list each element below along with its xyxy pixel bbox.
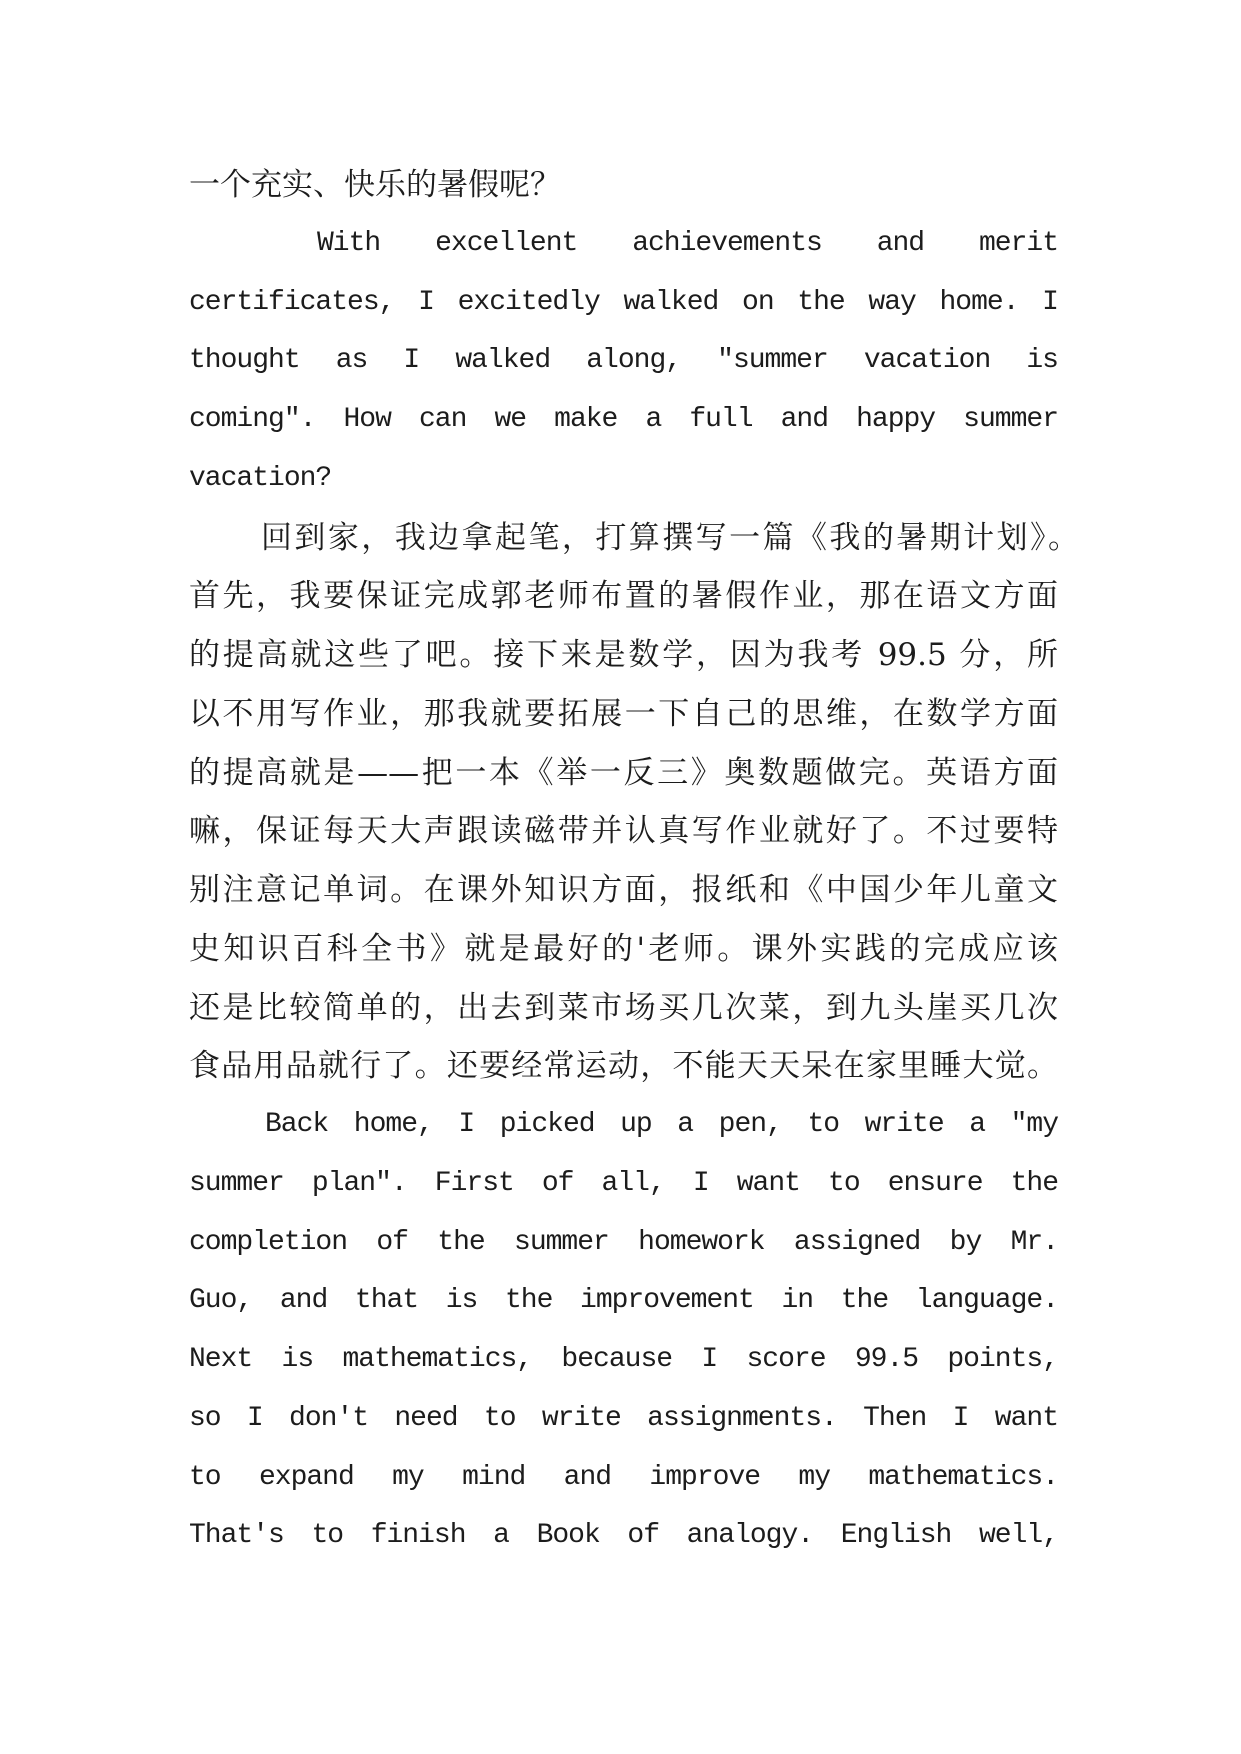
text-line: so I don't need to write assignments. Then I want — [189, 1402, 1058, 1434]
text-line: Guo, and that is the improvement in the language. — [189, 1285, 1058, 1317]
paragraph — [189, 215, 1058, 509]
text-line: 别注意记单词。在课外知识方面，报纸和《中国少年儿童文 — [189, 872, 1058, 908]
text-line: 的提高就这些了吧。接下来是数学，因为我考 99.5 分，所 — [189, 637, 1058, 673]
paragraph — [189, 1096, 1058, 1566]
text-line: 的提高就是——把一本《举一反三》奥数题做完。英语方面 — [189, 754, 1058, 791]
text-line: 首先，我要保证完成郭老师布置的暑假作业，那在语文方面 — [189, 578, 1058, 615]
paragraph — [189, 509, 1079, 1097]
text-line: certificates, I excitedly walked on the way home. I — [189, 286, 1058, 318]
text-line: 一个充实、快乐的暑假呢？ — [189, 167, 561, 203]
body-text — [189, 156, 1079, 1566]
text-line: summer plan". First of all, I want to ensure the — [189, 1167, 1058, 1199]
text-line: 嘛，保证每天大声跟读磁带并认真写作业就好了。不过要特 — [189, 813, 1058, 850]
paragraph — [189, 156, 1058, 215]
text-line: to expand my mind and improve my mathematics. — [189, 1461, 1058, 1493]
text-line: 食品用品就行了。还要经常运动，不能天天呆在家里睡大觉。 — [189, 1048, 1058, 1085]
text-line: Back home, I picked up a pen, to write a "my — [265, 1109, 1058, 1140]
text-line: With excellent achievements and merit — [317, 227, 1058, 259]
text-line: 史知识百科全书》就是最好的'老师。课外实践的完成应该 — [189, 930, 1058, 967]
text-line: thought as I walked along, "summer vacation is — [189, 345, 1058, 377]
text-line: Next is mathematics, because I score 99.5 points, — [189, 1344, 1058, 1375]
text-line: 还是比较简单的，出去到菜市场买几次菜，到九头崖买几次 — [189, 989, 1058, 1026]
text-line: completion of the summer homework assigned by Mr. — [189, 1226, 1058, 1258]
text-line: coming". How can we make a full and happy summer — [189, 404, 1058, 435]
text-line: That's to finish a Book of analogy. English well, — [189, 1520, 1058, 1552]
text-line: 回到家，我边拿起笔，打算撰写一篇《我的暑期计划》。 — [261, 519, 1079, 556]
text-line: vacation? — [189, 462, 332, 494]
text-line: 以不用写作业，那我就要拓展一下自己的思维，在数学方面 — [189, 695, 1058, 732]
